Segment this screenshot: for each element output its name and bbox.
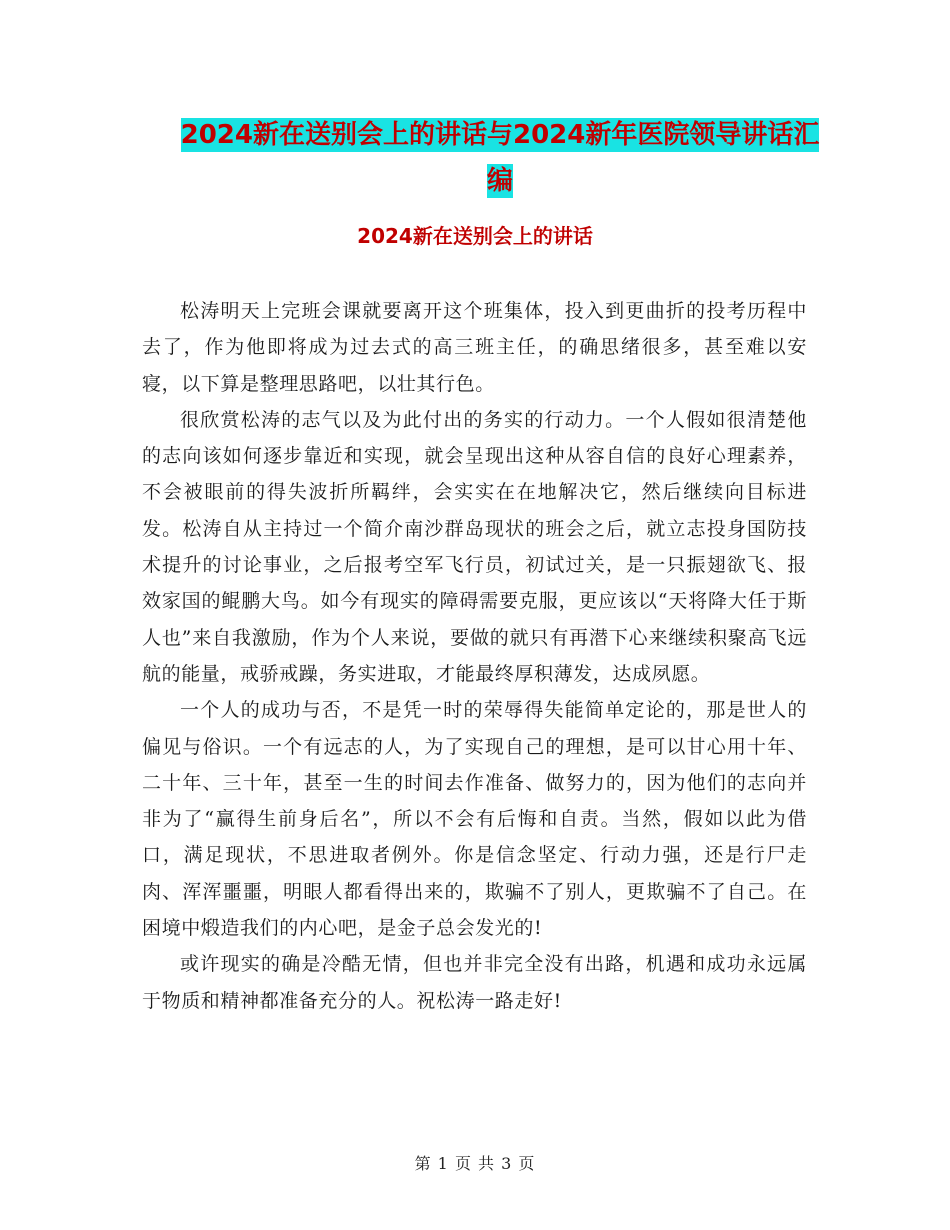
document-title-line-1: 2024新在送别会上的讲话与2024新年医院领导讲话汇 — [180, 120, 820, 150]
document-title — [140, 112, 860, 204]
page-footer: 第 1 页 共 3 页 — [414, 1154, 536, 1173]
paragraph-3: 一个人的成功与否，不是凭一时的荣辱得失能简单定论的，那是世人的偏见与俗识。一个有远志的人，为了实现自己的理想，是可以甘心用十年、二十年、三十年，甚至一生的时间去作准备、做努力的，因为他们的志向并非为了“赢得生前身后名”，所以不会有后悔和自责。当然，假如以此为借口，满足现状，不思进取者例外。你是信念坚定、行动力强，还是行尸走肉、浑浑噩噩，明眼人都看得出来的，欺骗不了别人，更欺骗不了自己。在困境中煅造我们的内心吧，是金子总会发光的! — [142, 699, 807, 940]
paragraph-2: 很欣赏松涛的志气以及为此付出的务实的行动力。一个人假如很清楚他的志向该如何逐步靠近和实现，就会呈现出这种从容自信的良好心理素养，不会被眼前的得失波折所羁绊，会实实在在地解决它，然后继续向目标进发。松涛自从主持过一个简介南沙群岛现状的班会之后，就立志投身国防技术提升的讨论事业，之后报考空军飞行员，初试过关，是一只振翅欲飞、报效家国的鲲鹏大鸟。如今有现实的障碍需要克服，更应该以“天将降大任于斯人也”来自我激励，作为个人来说，要做的就只有再潜下心来继续积聚高飞远航的能量，戒骄戒躁，务实进取，才能最终厚积薄发，达成夙愿。 — [142, 408, 807, 685]
paragraph-1: 松涛明天上完班会课就要离开这个班集体，投入到更曲折的投考历程中去了，作为他即将成为过去式的高三班主任，的确思绪很多，甚至难以安寝，以下算是整理思路吧，以壮其行色。 — [142, 300, 807, 395]
document-title-line-2: 编 — [486, 166, 513, 196]
paragraph-4: 或许现实的确是冷酷无情，但也并非完全没有出路，机遇和成功永远属于物质和精神都准备充分的人。祝松涛一路走好! — [142, 953, 807, 1012]
document-body — [142, 293, 807, 1019]
section-title: 2024新在送别会上的讲话 — [357, 224, 593, 248]
